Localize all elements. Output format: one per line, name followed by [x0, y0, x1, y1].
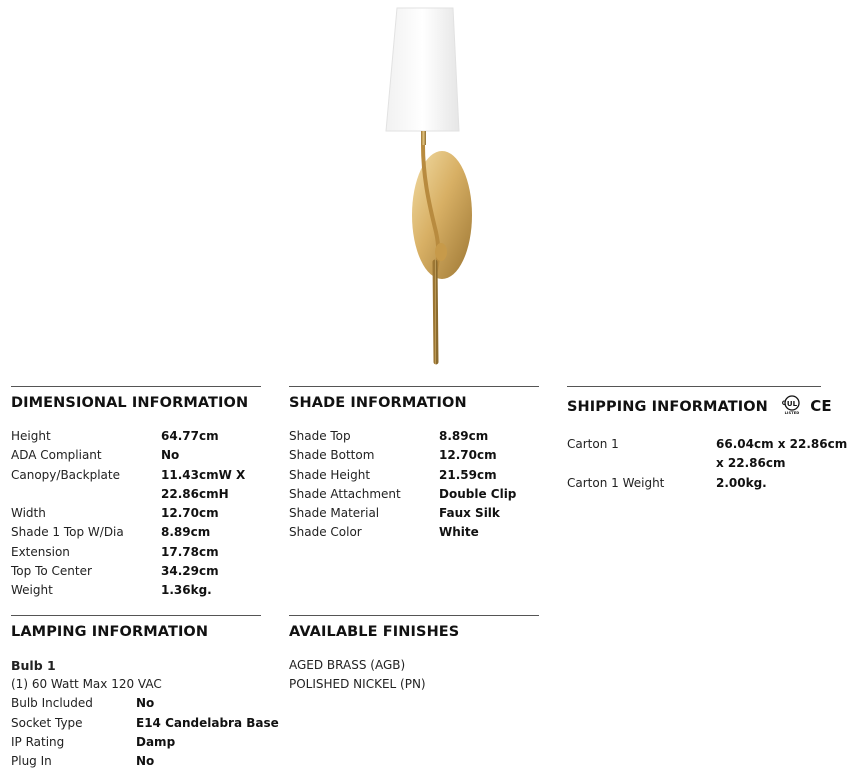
- spec-value: 66.04cm x 22.86cm x 22.86cm: [716, 437, 847, 471]
- wall-sconce-illustration: [370, 0, 480, 370]
- finishes-list: [289, 656, 539, 695]
- lamping-title: LAMPING INFORMATION: [11, 624, 209, 640]
- spec-label: Extension: [11, 544, 70, 559]
- shade-title: SHADE INFORMATION: [289, 395, 467, 411]
- spec-label: Shade 1 Top W/Dia: [11, 525, 124, 540]
- shipping-title-row: [567, 395, 832, 419]
- lower-rod: [435, 262, 436, 362]
- shade-section: [289, 386, 539, 543]
- spec-value: 12.70cm: [439, 448, 497, 463]
- spec-value: 21.59cm: [439, 467, 497, 482]
- spec-row: [11, 752, 261, 771]
- spec-row: [11, 504, 261, 523]
- finish-item: POLISHED NICKEL (PN): [289, 677, 426, 692]
- spec-value: 17.78cm: [161, 544, 219, 559]
- lamping-rows: [11, 656, 279, 771]
- spec-label: Shade Top: [289, 429, 351, 443]
- spec-row: [289, 466, 539, 485]
- spec-row: [11, 581, 261, 600]
- lamp-stem: [421, 131, 426, 145]
- dimensional-rows: [11, 427, 261, 601]
- spec-label: Shade Material: [289, 506, 380, 521]
- section-divider: [11, 615, 261, 616]
- spec-row: [289, 504, 539, 523]
- spec-value: Double Clip: [439, 486, 517, 501]
- section-divider: [289, 615, 539, 616]
- bulb-description: (1) 60 Watt Max 120 VAC: [11, 677, 162, 691]
- lamp-shade: [386, 8, 459, 131]
- spec-row: [567, 435, 847, 474]
- spec-row: [567, 474, 821, 493]
- spec-label: Width: [11, 506, 46, 521]
- spec-value: No: [161, 448, 180, 463]
- spec-label: Carton 1 Weight: [567, 475, 665, 490]
- bulb-title: Bulb 1: [11, 658, 56, 673]
- spec-row: [11, 446, 261, 465]
- spec-label: Shade Color: [289, 525, 362, 540]
- spec-row: [11, 466, 261, 505]
- shipping-rows: [567, 435, 847, 493]
- spec-value: Damp: [136, 734, 176, 749]
- ul-ce-certification-icon: [781, 395, 837, 415]
- section-divider: [567, 386, 821, 387]
- spec-label: Shade Height: [289, 467, 371, 482]
- spec-value: 1.36kg.: [161, 583, 212, 598]
- spec-row: [11, 694, 261, 713]
- spec-value: 11.43cmW X 22.86cmH: [161, 467, 246, 501]
- spec-value: 8.89cm: [439, 429, 489, 443]
- dimensional-section: [11, 386, 261, 601]
- spec-row: [11, 562, 261, 581]
- finishes-section: [289, 615, 539, 695]
- spec-value: No: [136, 696, 155, 711]
- finishes-title: AVAILABLE FINISHES: [289, 624, 460, 640]
- spec-row: [289, 446, 539, 465]
- dimensional-title: DIMENSIONAL INFORMATION: [11, 395, 249, 411]
- spec-row: [11, 427, 261, 446]
- section-divider: [11, 386, 261, 387]
- spec-label: Bulb Included: [11, 696, 93, 711]
- shipping-section: [567, 386, 847, 493]
- spec-value: Faux Silk: [439, 506, 500, 521]
- section-divider: [289, 386, 539, 387]
- spec-label: Socket Type: [11, 715, 83, 730]
- spec-row: [289, 427, 539, 446]
- finish-item: AGED BRASS (AGB): [289, 658, 406, 672]
- spec-row: [11, 543, 261, 562]
- spec-value: 8.89cm: [161, 525, 211, 540]
- spec-value: 34.29cm: [161, 564, 219, 579]
- svg-text:CE: CE: [810, 397, 832, 415]
- spec-label: Carton 1: [567, 437, 619, 451]
- spec-label: Plug In: [11, 754, 52, 769]
- product-image: [370, 0, 480, 370]
- spec-row: [11, 523, 261, 542]
- spec-label: Canopy/Backplate: [11, 467, 120, 482]
- spec-label: IP Rating: [11, 734, 65, 749]
- svg-text:LISTED: LISTED: [784, 411, 800, 415]
- spec-value: 12.70cm: [161, 506, 219, 521]
- spec-row: [11, 714, 279, 733]
- shade-rows: [289, 427, 539, 543]
- svg-text:C: C: [781, 400, 787, 407]
- spec-label: ADA Compliant: [11, 448, 102, 463]
- shipping-title: SHIPPING INFORMATION: [567, 399, 768, 415]
- spec-label: Shade Bottom: [289, 448, 375, 463]
- spec-value: No: [136, 754, 155, 769]
- spec-row: [289, 485, 539, 504]
- spec-row: [11, 733, 261, 752]
- arm-knob: [435, 243, 447, 261]
- spec-label: Height: [11, 429, 51, 443]
- spec-value: 64.77cm: [161, 429, 219, 443]
- spec-value: 2.00kg.: [716, 475, 767, 490]
- spec-row: [289, 523, 539, 542]
- spec-value: White: [439, 525, 479, 540]
- svg-text:UL: UL: [786, 400, 798, 408]
- spec-label: Shade Attachment: [289, 486, 401, 501]
- spec-label: Top To Center: [11, 564, 92, 579]
- lamping-section: [11, 615, 279, 771]
- certifications: [781, 395, 837, 419]
- spec-value: E14 Candelabra Base: [136, 715, 279, 730]
- spec-label: Weight: [11, 583, 53, 598]
